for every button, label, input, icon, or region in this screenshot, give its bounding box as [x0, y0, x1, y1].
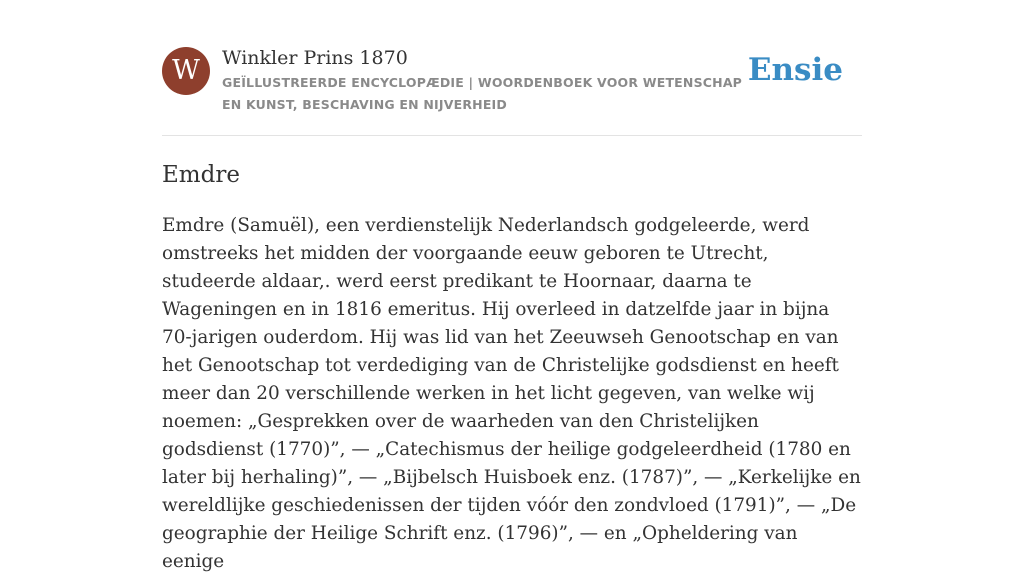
divider [162, 135, 862, 136]
entry-title: Emdre [162, 162, 240, 188]
header [162, 44, 862, 136]
entry-text: Emdre (Samuël), een verdienstelijk Nederlandsch godgeleerde, werd omstreeks het midden der voorgaande eeuw geboren te Utrecht, studeerde aldaar,. werd eerst predikant te Hoornaar, daarna te Wageningen en in 1816 emeritus. Hij overleed in datzelfde jaar in bijna 70-jarigen ouderdom. Hij was lid van het Zeeuwseh Genootschap en van het Genootschap tot verdediging van de Christelijke godsdienst en heeft meer dan 20 verschillende werken in het licht gegeven, van welke wij noemen: „Gesprekken over de waarheden van den Christelijken godsdienst (1770)”, — „Catechismus der heilige godgeleerdheid (1780 en later bij herhaling)”, — „Bijbelsch Huisboek enz. (1787)”, — „Kerkelijke en wereldlijke geschiedenissen der tijden vóór den zondvloed (1791)”, — „De geographie der Heilige Schrift enz. (1796)”, — en „Opheldering van eenige [162, 215, 861, 572]
ensie-logo-link[interactable]: Ensie [747, 52, 843, 88]
avatar[interactable]: W [162, 47, 210, 95]
book-title[interactable]: Winkler Prins 1870 [222, 47, 408, 69]
book-subtitle: GEÏLLUSTREERDE ENCYCLOPÆDIE | WOORDENBOEK VOOR WETENSCHAP EN KUNST, BESCHAVING EN NIJVERHEID [222, 75, 743, 112]
header-titles [222, 44, 752, 116]
